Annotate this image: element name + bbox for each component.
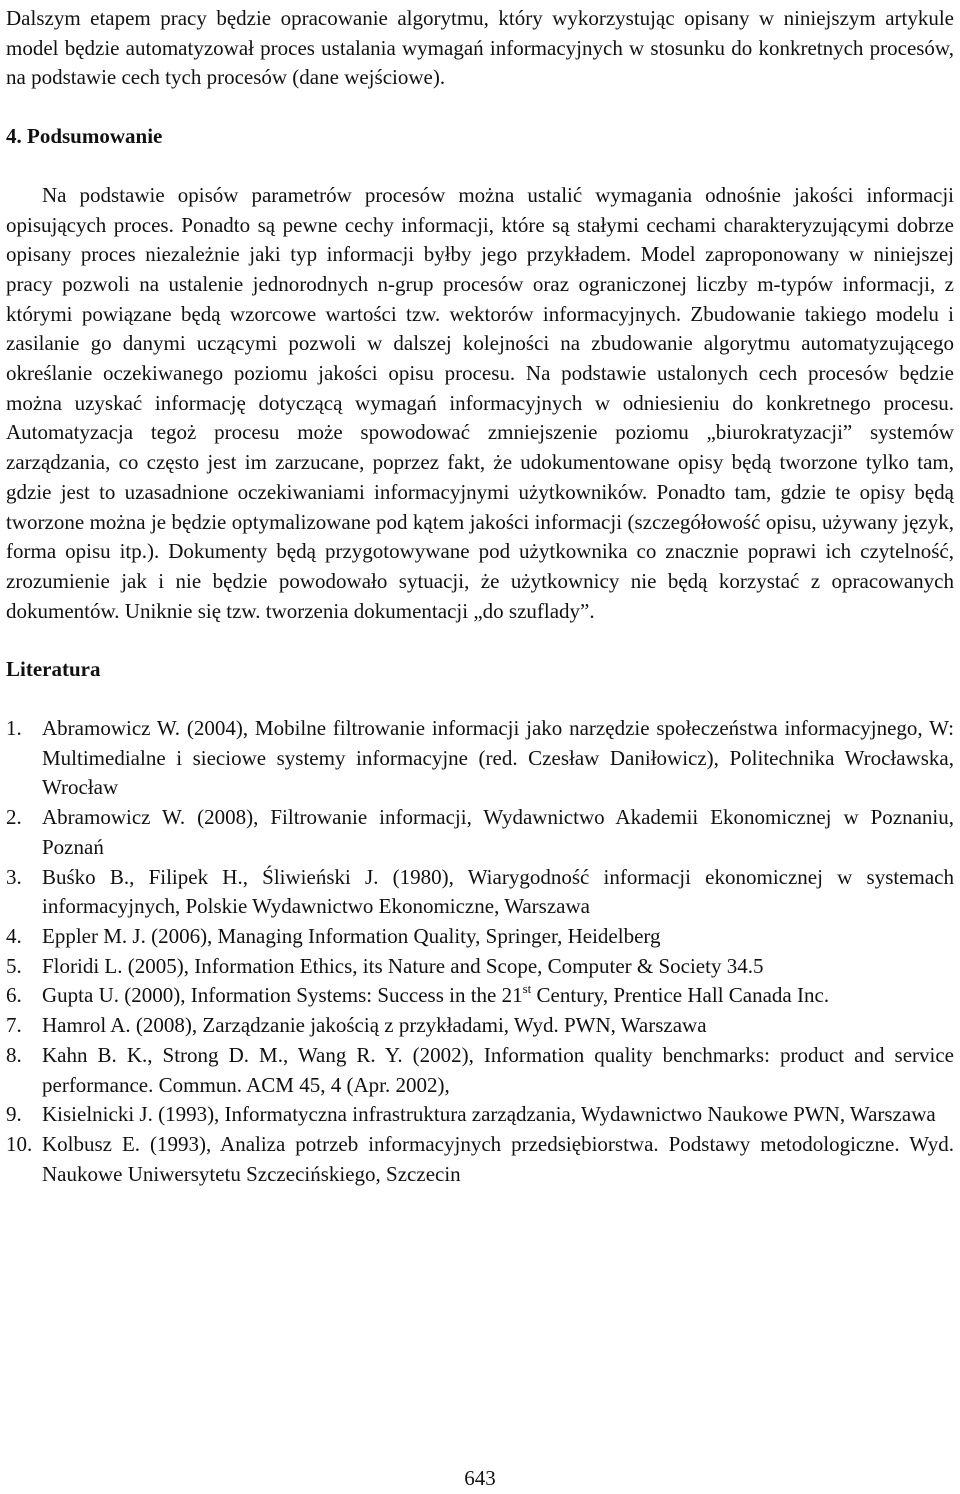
reference-text: Kolbusz E. (1993), Analiza potrzeb informacyjnych przedsiębiorstwa. Podstawy metodologiczne. Wyd. Naukowe Uniwersytetu Szczecińskiego, Szczecin	[42, 1131, 954, 1186]
reference-item	[6, 863, 954, 922]
reference-number: 8.	[6, 1042, 22, 1067]
reference-item	[6, 714, 954, 803]
reference-number: 10.	[6, 1131, 33, 1156]
reference-text: Kahn B. K., Strong D. M., Wang R. Y. (2002), Information quality benchmarks: product and service performance. Commun. ACM 45, 4 (Apr. 2002),	[42, 1042, 954, 1097]
intro-paragraph: Dalszym etapem pracy będzie opracowanie algorytmu, który wykorzystując opisany w niniejszym artykule model będzie automatyzował proces ustalania wymagań informacyjnych w stosunku do konkretnych procesów, na podstawie cech tych procesów (dane wejściowe).	[6, 6, 954, 90]
reference-item	[6, 803, 954, 862]
page-number: 643	[464, 1466, 496, 1490]
reference-number: 3.	[6, 864, 22, 889]
ordinal-superscript: st	[522, 981, 532, 997]
reference-text: Kisielnicki J. (1993), Informatyczna infrastruktura zarządzania, Wydawnictwo Naukowe PWN, Warszawa	[42, 1102, 936, 1127]
section-heading-summary: 4. Podsumowanie	[6, 124, 163, 149]
reference-item	[6, 1130, 954, 1189]
reference-text: Floridi L. (2005), Information Ethics, its Nature and Scope, Computer & Society 34.5	[42, 953, 764, 978]
reference-item	[6, 1011, 954, 1041]
reference-text: Buśko B., Filipek H., Śliwieński J. (1980), Wiarygodność informacji ekonomicznej w systemach informacyjnych, Polskie Wydawnictwo Ekonomiczne, Warszawa	[42, 864, 954, 919]
reference-number: 9.	[6, 1102, 22, 1127]
reference-text-part: Century, Prentice Hall Canada Inc.	[531, 983, 830, 1008]
reference-text-part: Gupta U. (2000), Information Systems: Success in the 21	[42, 983, 523, 1008]
reference-number: 2.	[6, 805, 22, 830]
reference-number: 5.	[6, 953, 22, 978]
reference-list	[6, 714, 954, 1189]
reference-text: Abramowicz W. (2008), Filtrowanie informacji, Wydawnictwo Akademii Ekonomicznej w Poznaniu, Poznań	[42, 805, 954, 859]
reference-number: 1.	[6, 716, 22, 741]
reference-number: 6.	[6, 983, 22, 1008]
section-heading-literature: Literatura	[6, 657, 101, 682]
reference-item	[6, 1041, 954, 1100]
reference-text: Abramowicz W. (2004), Mobilne filtrowanie informacji jako narzędzie społeczeństwa informacyjnego, W: Multimedialne i sieciowe systemy informacyjne (red. Czesław Daniłowicz), Politechnika Wrocławska, Wrocław	[42, 716, 954, 800]
reference-number: 4.	[6, 923, 22, 948]
summary-paragraph: Na podstawie opisów parametrów procesów można ustalić wymagania odnośnie jakości informacji opisujących proces. Ponadto są pewne cechy informacji, które są stałymi cechami charakteryzującymi dobrze opisany proces niezależnie jaki typ informacji byłby jego przykładem. Model zaproponowany w niniejszej pracy pozwoli na ustalenie jednorodnych n-grup procesów oraz ograniczonej liczby m-typów informacji, z którymi powiązane będą wzorcowe wartości tzw. wektorów informacyjnych. Zbudowanie takiego modelu i zasilanie go danymi uczącymi pozwoli w dalszej kolejności na zbudowanie algorytmu automatyzującego określanie oczekiwanego poziomu jakości opisu procesu. Na podstawie ustalonych cech procesów będzie można uzyskać informację dotyczącą wymagań informacyjnych w odniesieniu do konkretnego procesu. Automatyzacja tegoż procesu może spowodować zmniejszenie poziomu „biurokratyzacji” systemów zarządzania, co często jest im zarzucane, poprzez fakt, że udokumentowane opisy będą tworzone tylko tam, gdzie jest to uzasadnione oczekiwaniami informacyjnymi użytkowników. Ponadto tam, gdzie te opisy będą tworzone można je będzie optymalizowane pod kątem jakości informacji (szczegółowość opisu, używany język, forma opisu itp.). Dokumenty będą przygotowywane pod użytkownika co znacznie poprawi ich czytelność, zrozumienie jak i nie będzie powodowało sytuacji, że użytkownicy nie będą korzystać z opracowanych dokumentów. Uniknie się tzw. tworzenia dokumentacji „do szuflady”.	[6, 182, 954, 623]
reference-item	[6, 952, 954, 982]
reference-item	[6, 922, 954, 952]
reference-item	[6, 1100, 954, 1130]
reference-item	[6, 981, 954, 1011]
reference-text: Hamrol A. (2008), Zarządzanie jakością z przykładami, Wyd. PWN, Warszawa	[42, 1013, 707, 1038]
reference-text: Eppler M. J. (2006), Managing Information Quality, Springer, Heidelberg	[42, 923, 661, 948]
reference-number: 7.	[6, 1013, 22, 1038]
page-content	[6, 4, 954, 1189]
